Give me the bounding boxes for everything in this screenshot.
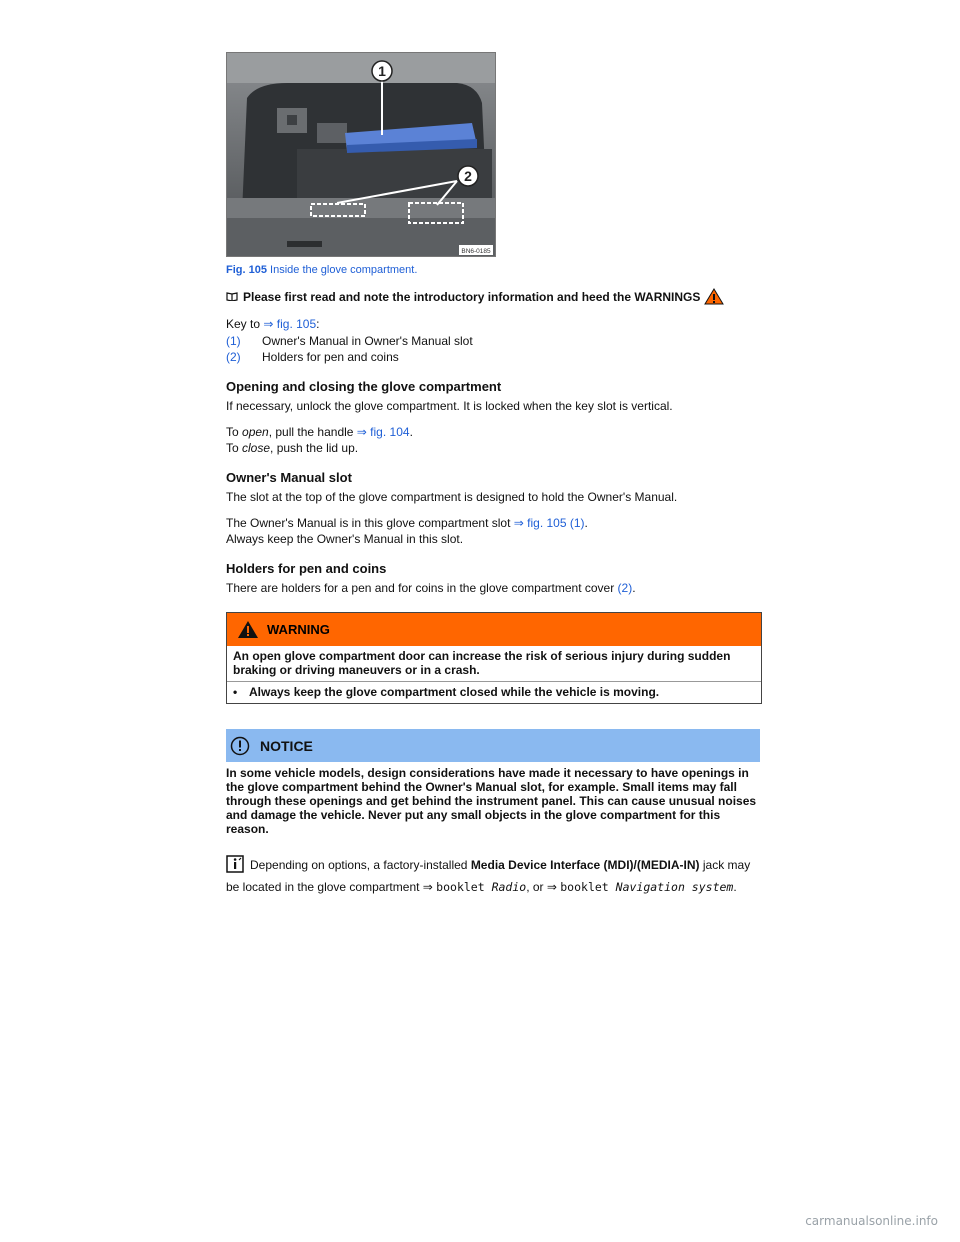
section-heading-opening: Opening and closing the glove compartment <box>226 379 502 394</box>
holders-paragraph <box>226 580 762 596</box>
arrow-glyph: ⇒ <box>422 880 437 894</box>
intro-line <box>226 288 762 305</box>
book-icon <box>226 292 238 301</box>
radio-booklet-link[interactable]: Radio <box>491 880 527 894</box>
emphasis-close: close <box>242 441 271 455</box>
text-segment: . <box>632 581 636 595</box>
warning-triangle-icon <box>237 620 259 639</box>
warning-header <box>227 613 761 646</box>
key-item-number[interactable]: (1) <box>226 334 241 348</box>
emphasis-open: open <box>242 425 269 439</box>
key-item <box>226 349 762 365</box>
fig-104-link[interactable]: ⇒ fig. 104 <box>356 425 410 439</box>
notice-title: NOTICE <box>260 737 313 754</box>
key-fig-link[interactable]: fig. 105 <box>276 317 317 331</box>
text-segment: , or <box>526 880 547 894</box>
opening-paragraph-3 <box>226 440 762 456</box>
key-list <box>226 333 762 365</box>
key-line <box>226 316 762 332</box>
key-item <box>226 333 762 349</box>
text-segment: To <box>226 425 243 439</box>
info-note <box>226 854 762 898</box>
key-item-number[interactable]: (2) <box>226 350 241 364</box>
figure-caption-label: Fig. 105 <box>226 264 267 276</box>
mdi-label: Media Device Interface (MDI)/(MEDIA-IN) <box>470 858 700 872</box>
booklet-word: booklet <box>436 880 492 894</box>
text-segment: Depending on options, a factory-installed <box>250 858 471 872</box>
notice-body: In some vehicle models, design considerations have made it necessary to have openings in the glove compartment behind the Owner's Manual slot, for example. Small items may fall through these openings and get behind the instrument panel. This can cause unusual noises and damage the vehicle. Never put any small objects in the glove compartment for this reason. <box>226 766 757 836</box>
warning-bullet <box>227 681 761 703</box>
glove-compartment-figure <box>226 52 496 257</box>
text-segment: , pull the handle <box>268 425 357 439</box>
key-item-text: Owner's Manual in Owner's Manual slot <box>262 334 473 348</box>
exclamation-circle-icon <box>230 736 250 756</box>
callout-2-link[interactable]: (2) <box>617 581 633 595</box>
image-code: BN6-0185 <box>461 248 491 255</box>
key-arrow: ⇒ <box>263 317 274 331</box>
intro-text: Please first read and note the introductory information and heed the WARNINGS <box>243 289 701 304</box>
bullet-mark: • <box>233 685 238 699</box>
warning-triangle-icon <box>704 288 724 305</box>
text-segment: . <box>733 880 737 894</box>
callout-1-label: 1 <box>378 63 386 79</box>
text-segment: There are holders for a pen and for coins in the glove compartment cover <box>226 581 618 595</box>
warning-text: An open glove compartment door can increase the risk of serious injury during sudden braking or driving maneuvers or in a crash. <box>233 649 731 677</box>
booklet-word: booklet <box>560 880 616 894</box>
navigation-booklet-link[interactable]: Navigation system <box>615 880 734 894</box>
warning-title: WARNING <box>267 622 330 637</box>
warning-bullet-text: Always keep the glove compartment closed while the vehicle is moving. <box>249 685 660 699</box>
section-heading-holders: Holders for pen and coins <box>226 561 387 576</box>
arrow-glyph: ⇒ <box>546 880 561 894</box>
text-segment: . <box>409 425 413 439</box>
section-heading-manual-slot: Owner's Manual slot <box>226 470 352 485</box>
manual-slot-paragraph-3: Always keep the Owner's Manual in this slot. <box>226 532 464 546</box>
notice-header <box>226 729 760 762</box>
callout-2-label: 2 <box>464 168 472 184</box>
manual-slot-paragraph-1: The slot at the top of the glove compartment is designed to hold the Owner's Manual. <box>226 490 678 504</box>
text-segment: , push the lid up. <box>270 441 359 455</box>
key-item-text: Holders for pen and coins <box>262 350 399 364</box>
key-prefix: Key to <box>226 317 264 331</box>
fig-105-1-link[interactable]: ⇒ fig. 105 (1) <box>513 516 585 530</box>
watermark: carmanualsonline.info <box>805 1214 938 1228</box>
text-segment: . <box>584 516 588 530</box>
warning-box <box>226 612 762 704</box>
warning-body <box>227 646 761 703</box>
figure-caption <box>226 264 762 276</box>
text-segment: The Owner's Manual is in this glove compartment slot <box>226 516 514 530</box>
figure-caption-text: Inside the glove compartment. <box>270 264 418 276</box>
key-suffix: : <box>316 317 320 331</box>
text-segment: To <box>226 441 243 455</box>
opening-paragraph-2 <box>226 424 762 440</box>
manual-page <box>226 52 762 898</box>
opening-paragraph-1: If necessary, unlock the glove compartment. It is locked when the key slot is vertical. <box>226 399 673 413</box>
text-segment: jack may be located in the glove compartment <box>226 858 751 894</box>
manual-slot-paragraph-2 <box>226 515 762 531</box>
info-icon <box>226 855 244 873</box>
